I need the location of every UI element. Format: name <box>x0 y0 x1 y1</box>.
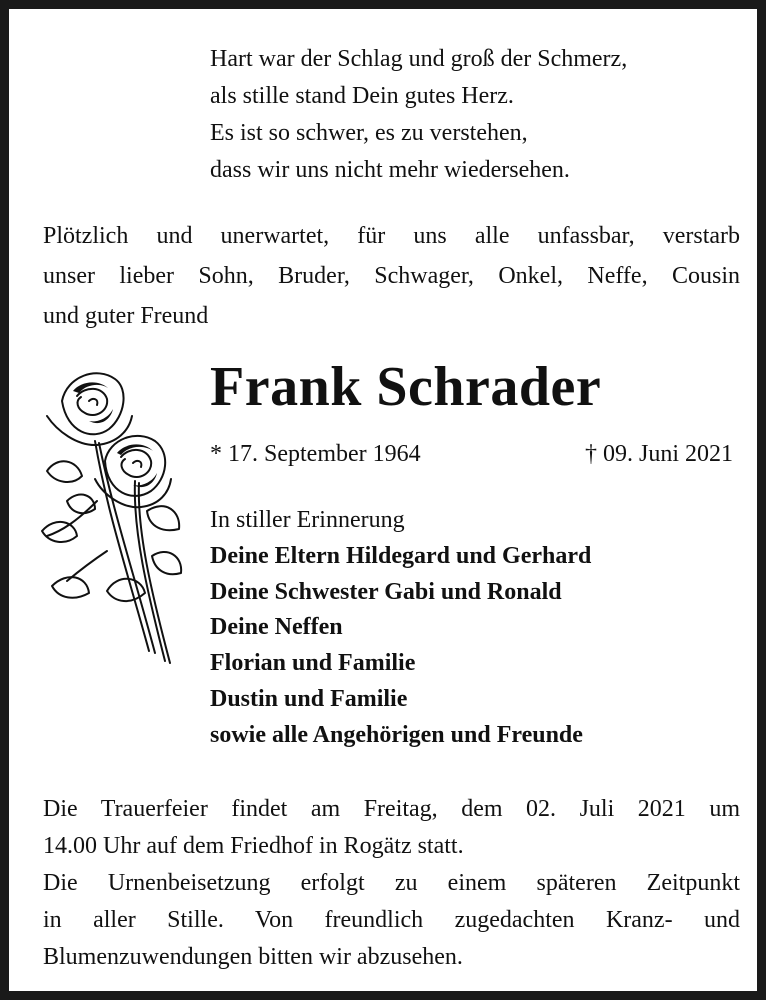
birth-date: * 17. September 1964 <box>210 441 421 467</box>
mourner-line: sowie alle Angehörigen und Freunde <box>210 721 583 748</box>
mourner-line: Dustin und Familie <box>210 685 408 712</box>
mourners <box>210 503 591 754</box>
intro-line: und guter Freund <box>43 303 209 329</box>
mourner-line: Deine Eltern Hildegard und Gerhard <box>210 542 592 569</box>
mourner-line: Florian und Familie <box>210 650 416 677</box>
intro-line: Plötzlich und unerwartet, für uns alle unfassbar, verstarb <box>43 223 740 249</box>
poem <box>210 41 627 189</box>
poem-line: Hart war der Schlag und groß der Schmerz, <box>210 46 628 72</box>
roses-illustration-icon <box>37 361 187 673</box>
funeral-line: Die Trauerfeier findet am Freitag, dem 02. Juli 2021 um <box>43 796 740 822</box>
intro-line: unser lieber Sohn, Bruder, Schwager, Onkel, Neffe, Cousin <box>43 263 740 289</box>
mourners-lead: In stiller Erinnerung <box>210 507 405 533</box>
poem-line: dass wir uns nicht mehr wiedersehen. <box>210 157 570 183</box>
mourner-line: Deine Neffen <box>210 614 343 641</box>
death-date: † 09. Juni 2021 <box>584 441 733 467</box>
funeral-line: Die Urnenbeisetzung erfolgt zu einem späteren Zeitpunkt <box>43 870 740 896</box>
deceased-name: Frank Schrader <box>210 356 602 418</box>
intro-text <box>43 216 740 336</box>
funeral-notice <box>43 791 740 976</box>
funeral-line: in aller Stille. Von freundlich zugedachten Kranz- und <box>43 907 740 933</box>
funeral-line: Blumenzuwendungen bitten wir abzusehen. <box>43 944 463 970</box>
life-dates <box>210 437 733 471</box>
mourner-line: Deine Schwester Gabi und Ronald <box>210 578 562 605</box>
poem-line: als stille stand Dein gutes Herz. <box>210 83 514 109</box>
funeral-line: 14.00 Uhr auf dem Friedhof in Rogätz statt. <box>43 833 464 859</box>
poem-line: Es ist so schwer, es zu verstehen, <box>210 120 528 146</box>
